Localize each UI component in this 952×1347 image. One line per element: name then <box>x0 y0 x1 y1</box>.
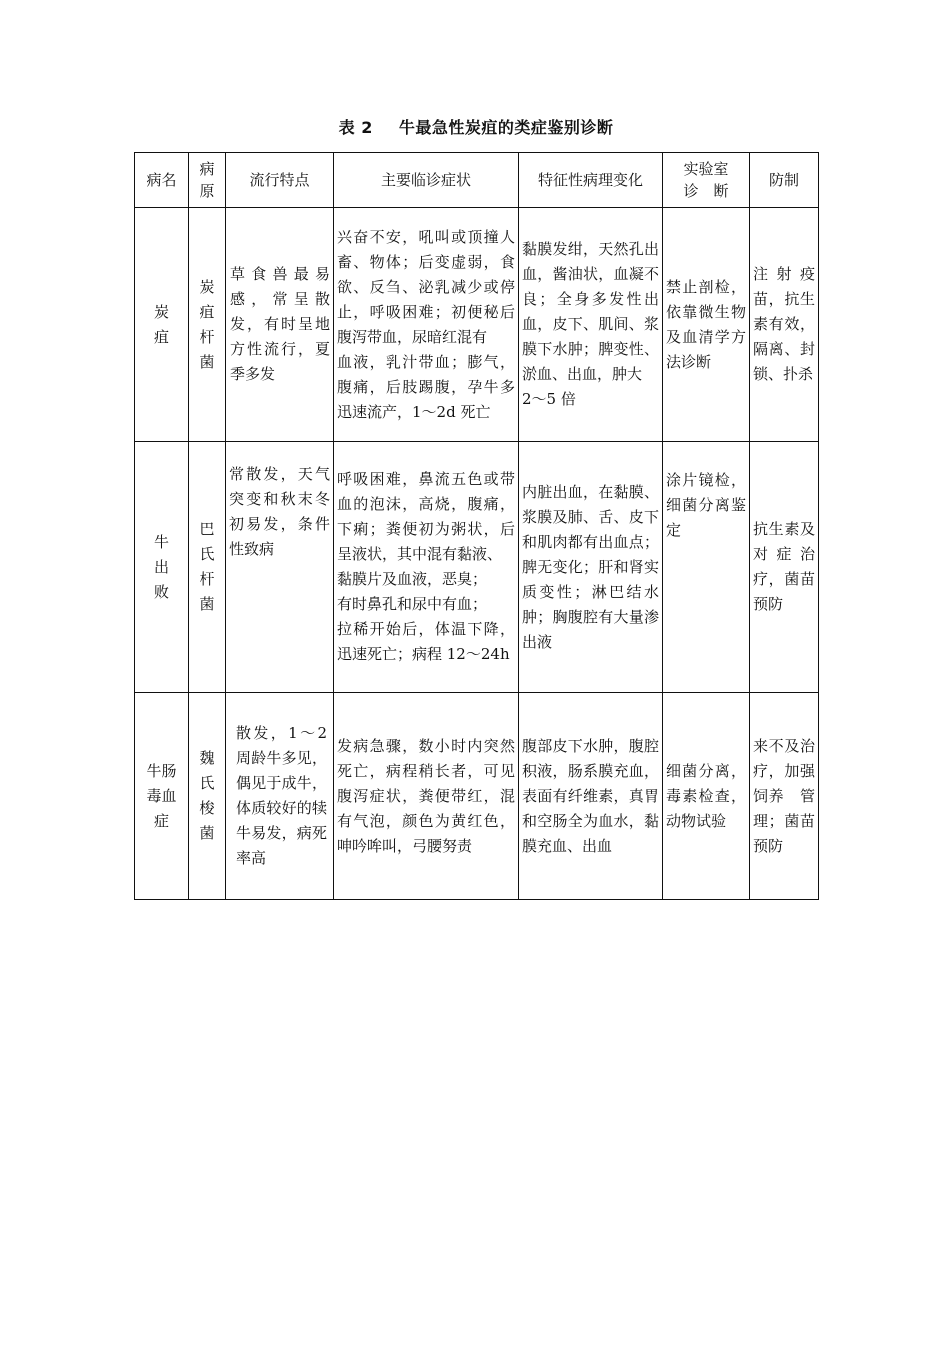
header-pathology: 特征性病理变化 <box>519 153 663 208</box>
table-row <box>135 208 819 442</box>
table-number: 表 2 <box>338 118 373 137</box>
table-row <box>135 442 819 693</box>
cell-symptoms: 呼吸困难，鼻流五色或带血的泡沫，高烧，腹痛，下痢；粪便初为粥状，后呈液状，其中混有黏液、 黏膜片及血液，恶臭； 有时鼻孔和尿中有血； 拉稀开始后，体温下降，迅速死亡；病程 12～24h <box>334 442 519 693</box>
cell-lab: 涂片镜检，细菌分离鉴定 <box>663 442 750 693</box>
cell-prevention: 来不及治疗，加强饲养 管理；菌苗预防 <box>750 693 819 900</box>
cell-symptoms: 发病急骤，数小时内突然死亡，病程稍长者，可见腹泻症状，粪便带红，混有气泡，颜色为黄红色，呻吟哞叫，弓腰努责 <box>334 693 519 900</box>
cell-symptoms: 兴奋不安，吼叫或顶撞人畜、物体；后变虚弱，食欲、反刍、泌乳减少或停止，呼吸困难；初便秘后腹泻带血，尿暗红混有 血液，乳汁带血；膨气，腹痛，后肢踢腹，孕牛多迅速流产，1～2d 死亡 <box>334 208 519 442</box>
cell-epidemiology: 常散发，天气突变和秋末冬初易发，条件性致病 <box>226 442 334 693</box>
header-pathogen: 病 原 <box>189 153 226 208</box>
header-lab: 实验室 诊 断 <box>663 153 750 208</box>
differential-diagnosis-table <box>134 152 819 900</box>
cell-prevention: 抗生素及对症治疗，菌苗预防 <box>750 442 819 693</box>
cell-epidemiology: 散发，1～2周龄牛多见，偶见于成牛，体质较好的犊牛易发，病死率高 <box>226 693 334 900</box>
table-title-text: 牛最急性炭疽的类症鉴别诊断 <box>398 118 614 137</box>
cell-pathology: 内脏出血，在黏膜、浆膜及肺、舌、皮下和肌肉都有出血点；脾无变化；肝和肾实质变性；淋巴结水肿；胸腹腔有大量渗出液 <box>519 442 663 693</box>
table-row <box>135 693 819 900</box>
cell-pathogen: 炭 疽 杆 菌 <box>189 208 226 442</box>
cell-lab: 禁止剖检，依靠微生物及血清学方法诊断 <box>663 208 750 442</box>
table-title <box>0 115 952 138</box>
cell-disease: 炭 疽 <box>135 208 189 442</box>
cell-pathology: 黏膜发绀，天然孔出血，酱油状，血凝不良；全身多发性出血，皮下、肌间、浆膜下水肿；脾变性、淤血、出血，肿大 2～5 倍 <box>519 208 663 442</box>
cell-prevention: 注射疫苗，抗生素有效，隔离、封锁、扑杀 <box>750 208 819 442</box>
header-prevention: 防制 <box>750 153 819 208</box>
header-disease: 病名 <box>135 153 189 208</box>
cell-pathology: 腹部皮下水肿，腹腔积液，肠系膜充血，表面有纤维素，真胃和空肠全为血水，黏膜充血、出血 <box>519 693 663 900</box>
cell-lab: 细菌分离，毒素检查，动物试验 <box>663 693 750 900</box>
cell-disease: 牛 出 败 <box>135 442 189 693</box>
cell-pathogen: 魏 氏 梭 菌 <box>189 693 226 900</box>
header-row <box>135 153 819 208</box>
cell-epidemiology: 草食兽最易感，常呈散发，有时呈地方性流行，夏季多发 <box>226 208 334 442</box>
cell-pathogen: 巴 氏 杆 菌 <box>189 442 226 693</box>
header-symptoms: 主要临诊症状 <box>334 153 519 208</box>
cell-disease: 牛肠 毒血 症 <box>135 693 189 900</box>
header-epidemiology: 流行特点 <box>226 153 334 208</box>
